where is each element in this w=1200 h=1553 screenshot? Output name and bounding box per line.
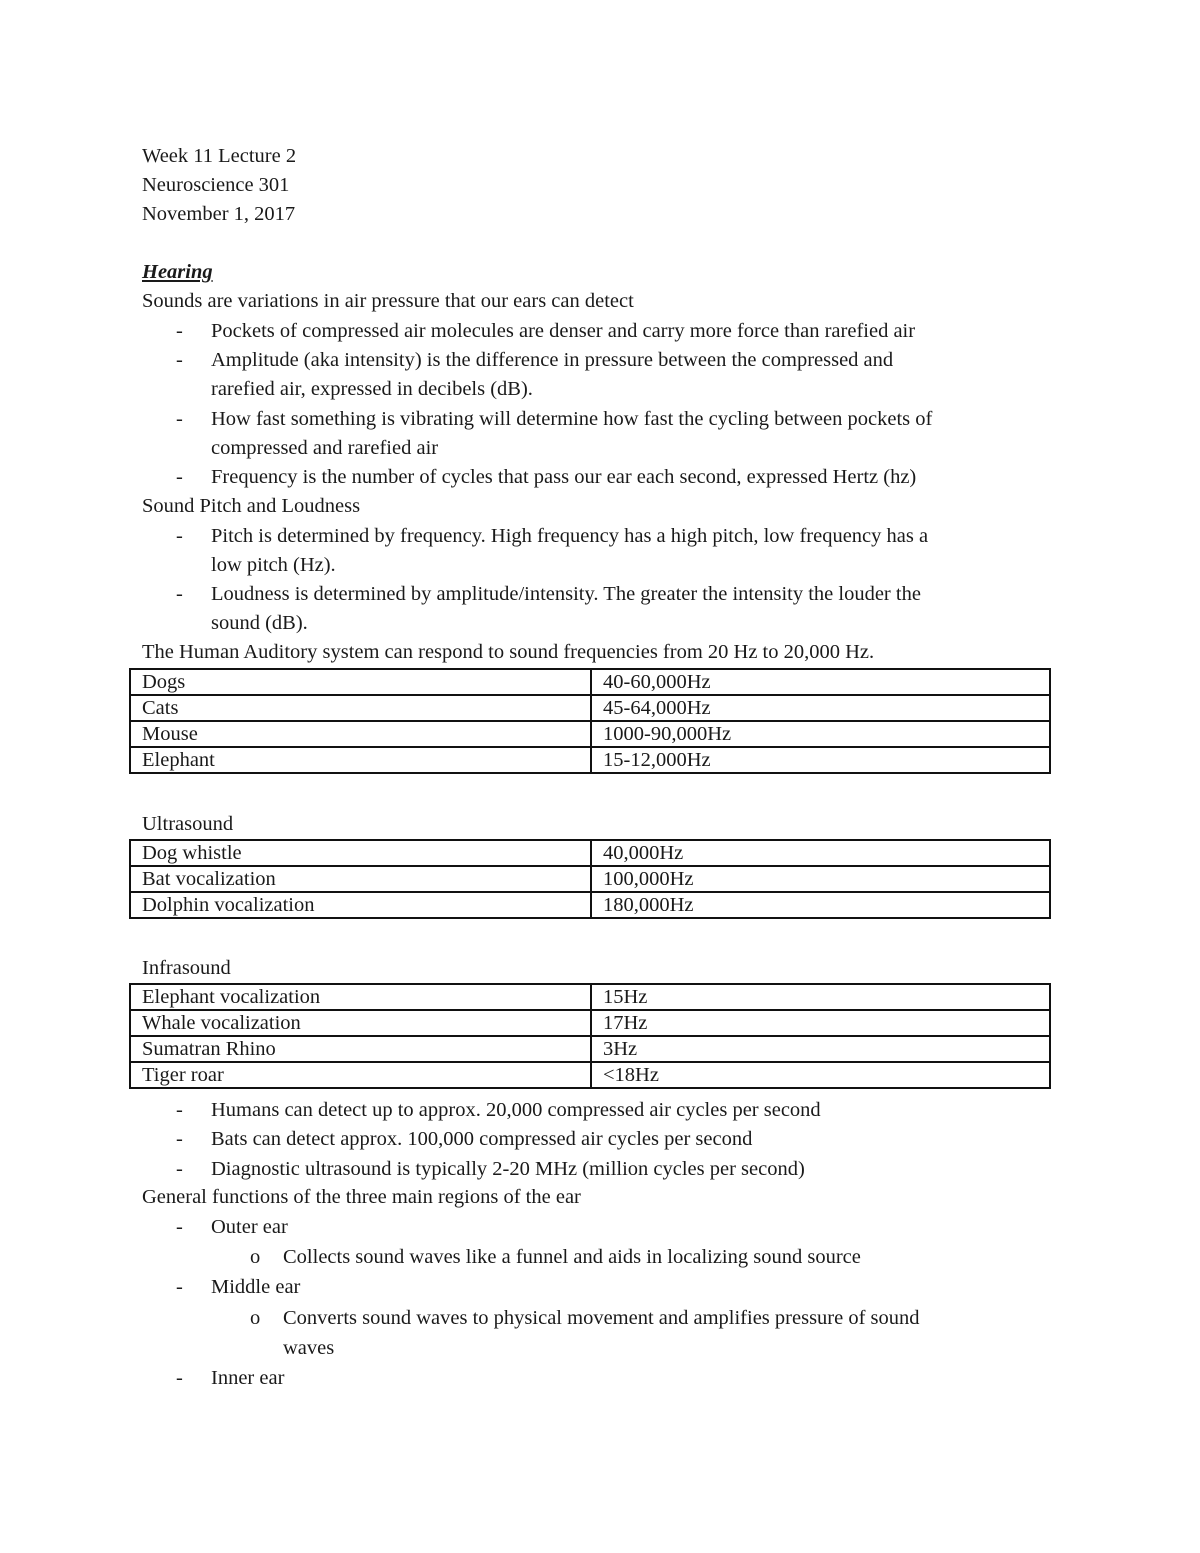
course-name: Neuroscience 301 [142, 174, 290, 196]
table-cell: 3Hz [591, 1036, 1050, 1062]
hearing-intro: Sounds are variations in air pressure that our ears can detect [142, 290, 634, 312]
auditory-range-sentence: The Human Auditory system can respond to sound frequencies from 20 Hz to 20,000 Hz. [142, 641, 875, 663]
table-row [130, 1062, 1050, 1088]
pitch-bullet-1: Pitch is determined by frequency. High frequency has a high pitch, low frequency has a [211, 525, 929, 547]
table-row [130, 984, 1050, 1010]
table-cell: Dog whistle [130, 840, 591, 866]
bullet-marker: - [176, 1367, 183, 1389]
table-row [130, 1010, 1050, 1036]
middle-ear-item: Middle ear [211, 1276, 301, 1298]
hearing-heading: Hearing [142, 261, 213, 283]
inner-ear-item: Inner ear [211, 1367, 285, 1389]
sub-bullet-marker: o [250, 1246, 261, 1268]
middle-ear-function: Converts sound waves to physical movement and amplifies pressure of sound [283, 1307, 920, 1329]
week-lecture-title: Week 11 Lecture 2 [142, 145, 297, 167]
table-cell: Cats [130, 695, 591, 721]
bullet-marker: - [176, 466, 183, 488]
table-cell: Elephant vocalization [130, 984, 591, 1010]
hearing-bullet-2-cont: rarefied air, expressed in decibels (dB). [211, 378, 533, 400]
pitch-heading: Sound Pitch and Loudness [142, 495, 361, 517]
bullet-marker: - [176, 583, 183, 605]
detection-bullet-2: Bats can detect approx. 100,000 compressed air cycles per second [211, 1128, 753, 1150]
table-cell: 45-64,000Hz [591, 695, 1050, 721]
table-row [130, 892, 1050, 918]
hearing-bullet-2: Amplitude (aka intensity) is the difference in pressure between the compressed and [211, 349, 894, 371]
middle-ear-function-cont: waves [283, 1337, 335, 1359]
table-row [130, 747, 1050, 773]
bullet-marker: - [176, 1128, 183, 1150]
bullet-marker: - [176, 1216, 183, 1238]
infrasound-label: Infrasound [142, 957, 231, 979]
bullet-marker: - [176, 1158, 183, 1180]
pitch-bullet-2-cont: sound (dB). [211, 612, 308, 634]
infrasound-table [129, 983, 1051, 1089]
table-cell: 40-60,000Hz [591, 669, 1050, 695]
table-cell: Whale vocalization [130, 1010, 591, 1036]
hearing-bullet-1: Pockets of compressed air molecules are denser and carry more force than rarefied air [211, 320, 916, 342]
bullet-marker: - [176, 525, 183, 547]
table-cell: Sumatran Rhino [130, 1036, 591, 1062]
table-cell: 180,000Hz [591, 892, 1050, 918]
sub-bullet-marker: o [250, 1307, 261, 1329]
table-row [130, 721, 1050, 747]
table-cell: 40,000Hz [591, 840, 1050, 866]
table-cell: 100,000Hz [591, 866, 1050, 892]
table-cell: 17Hz [591, 1010, 1050, 1036]
table-cell: Elephant [130, 747, 591, 773]
table-cell: <18Hz [591, 1062, 1050, 1088]
bullet-marker: - [176, 408, 183, 430]
ultrasound-table [129, 839, 1051, 919]
bullet-marker: - [176, 349, 183, 371]
table-cell: Tiger roar [130, 1062, 591, 1088]
lecture-date: November 1, 2017 [142, 203, 296, 225]
table-cell: 15-12,000Hz [591, 747, 1050, 773]
pitch-bullet-1-cont: low pitch (Hz). [211, 554, 336, 576]
animal-hearing-table [129, 668, 1051, 774]
table-cell: Bat vocalization [130, 866, 591, 892]
table-cell: Dogs [130, 669, 591, 695]
outer-ear-item: Outer ear [211, 1216, 288, 1238]
bullet-marker: - [176, 1099, 183, 1121]
bullet-marker: - [176, 320, 183, 342]
table-row [130, 866, 1050, 892]
table-cell: 15Hz [591, 984, 1050, 1010]
pitch-bullet-2: Loudness is determined by amplitude/intensity. The greater the intensity the louder the [211, 583, 921, 605]
table-row [130, 840, 1050, 866]
ear-regions-heading: General functions of the three main regions of the ear [142, 1186, 581, 1208]
table-row [130, 669, 1050, 695]
table-cell: Dolphin vocalization [130, 892, 591, 918]
hearing-bullet-3-cont: compressed and rarefied air [211, 437, 439, 459]
table-cell: Mouse [130, 721, 591, 747]
hearing-bullet-4: Frequency is the number of cycles that pass our ear each second, expressed Hertz (hz) [211, 466, 917, 488]
detection-bullet-3: Diagnostic ultrasound is typically 2-20 MHz (million cycles per second) [211, 1158, 805, 1180]
table-row [130, 1036, 1050, 1062]
hearing-bullet-3: How fast something is vibrating will determine how fast the cycling between pockets of [211, 408, 933, 430]
outer-ear-function: Collects sound waves like a funnel and aids in localizing sound source [283, 1246, 861, 1268]
bullet-marker: - [176, 1276, 183, 1298]
ultrasound-label: Ultrasound [142, 813, 234, 835]
table-cell: 1000-90,000Hz [591, 721, 1050, 747]
table-row [130, 695, 1050, 721]
detection-bullet-1: Humans can detect up to approx. 20,000 compressed air cycles per second [211, 1099, 821, 1121]
